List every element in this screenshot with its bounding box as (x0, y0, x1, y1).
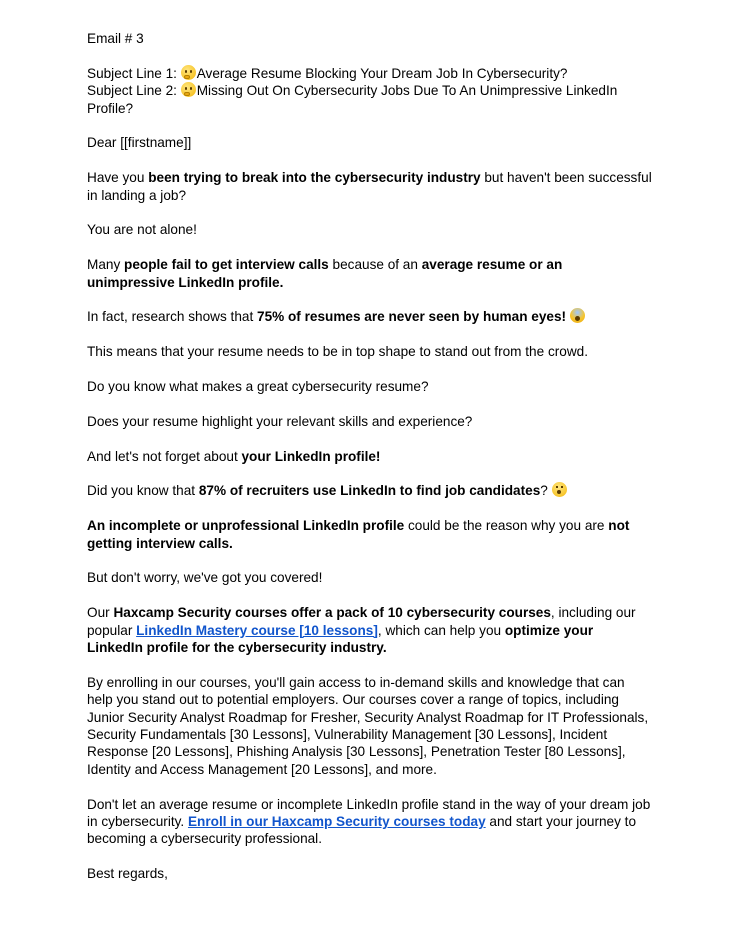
text: Our (87, 605, 114, 621)
subject-line-1-label: Subject Line 1: (87, 65, 177, 81)
thinking-face-icon (181, 82, 196, 97)
text: And let's not forget about (87, 448, 242, 464)
subject-line-1-text: Average Resume Blocking Your Dream Job In Cybersecurity? (196, 65, 568, 81)
subject-line-2-text: Missing Out On Cybersecurity Jobs Due To An Unimpressive LinkedIn Profile? (87, 83, 618, 116)
bold-text: 75% of resumes are never seen by human eyes! (257, 309, 567, 325)
screaming-face-icon (570, 308, 585, 323)
paragraph-courses (87, 604, 652, 656)
subject-line-1 (87, 65, 652, 82)
text: In fact, research shows that (87, 309, 258, 325)
email-heading: Email # 3 (87, 31, 144, 46)
text: because of an (328, 257, 422, 273)
text: , which can help you (377, 622, 505, 638)
bold-text: not getting interview calls. (87, 518, 630, 551)
astonished-face-icon (552, 482, 567, 497)
paragraph-question-1: Do you know what makes a great cybersecurity resume? (87, 379, 429, 394)
text: but haven't been successful in landing a job? (87, 170, 652, 203)
bold-text: 87% of recruiters use LinkedIn to find job candidates (198, 483, 541, 499)
paragraph-intro (87, 169, 652, 204)
bold-text: average resume or an unimpressive LinkedIn profile. (87, 257, 563, 290)
paragraph-incomplete-profile (87, 517, 652, 552)
linkedin-mastery-course-link[interactable]: LinkedIn Mastery course [10 lessons] (136, 622, 378, 638)
signoff: Best regards, (87, 866, 168, 882)
text: , including our popular (87, 605, 636, 638)
paragraph-question-2: Does your resume highlight your relevant skills and experience? (87, 413, 473, 429)
paragraph-not-alone: You are not alone! (87, 222, 197, 238)
bold-text: people fail to get interview calls (124, 257, 329, 273)
paragraph-top-shape: This means that your resume needs to be in top shape to stand out from the crowd. (87, 344, 588, 360)
email-body (87, 30, 652, 900)
bold-text: optimize your LinkedIn profile for the cybersecurity industry. (87, 622, 594, 655)
enroll-courses-link[interactable]: Enroll in our Haxcamp Security courses today (187, 814, 486, 830)
paragraph-recruiters (87, 482, 652, 499)
text: could be the reason why you are (404, 518, 609, 534)
paragraph-research (87, 308, 652, 325)
bold-text: An incomplete or unprofessional LinkedIn profile (87, 518, 405, 534)
greeting: Dear [[firstname]] (87, 135, 192, 151)
subject-line-2-label: Subject Line 2: (87, 83, 177, 99)
paragraph-cta (87, 796, 652, 848)
subject-line-2 (87, 82, 652, 117)
bold-text: your LinkedIn profile! (241, 448, 381, 464)
text: Did you know that (87, 483, 199, 499)
thinking-face-icon (181, 65, 196, 80)
text: Many (87, 257, 125, 273)
bold-text: been trying to break into the cybersecurity industry (148, 170, 481, 186)
text: Don't let an average resume or incomplete LinkedIn profile stand in the way of your dream job in cybersecurity. (87, 796, 651, 830)
paragraph-interview-calls (87, 256, 652, 291)
text: and start your journey to becoming a cybersecurity professional. (87, 814, 637, 847)
text: Have you (87, 170, 149, 186)
paragraph-enrolling: By enrolling in our courses, you'll gain access to in-demand skills and knowledge that can help you stand out to potential employers. Our courses cover a range of topics, including Junior Security Analyst Roadmap for Fresher, Security Analyst Roadmap for IT Professionals, Security Fundamentals [30 Lessons], Vulnerability Management [30 Lessons], Incident Response [20 Lessons], Phishing Analysis [30 Lessons], Penetration Tester [80 Lessons], Identity and Access Management [20 Lessons], and more. (87, 674, 649, 777)
text: ? (540, 483, 548, 499)
bold-text: Haxcamp Security courses offer a pack of 10 cybersecurity courses (113, 605, 551, 621)
paragraph-covered: But don't worry, we've got you covered! (87, 570, 323, 586)
paragraph-linkedin (87, 448, 652, 465)
